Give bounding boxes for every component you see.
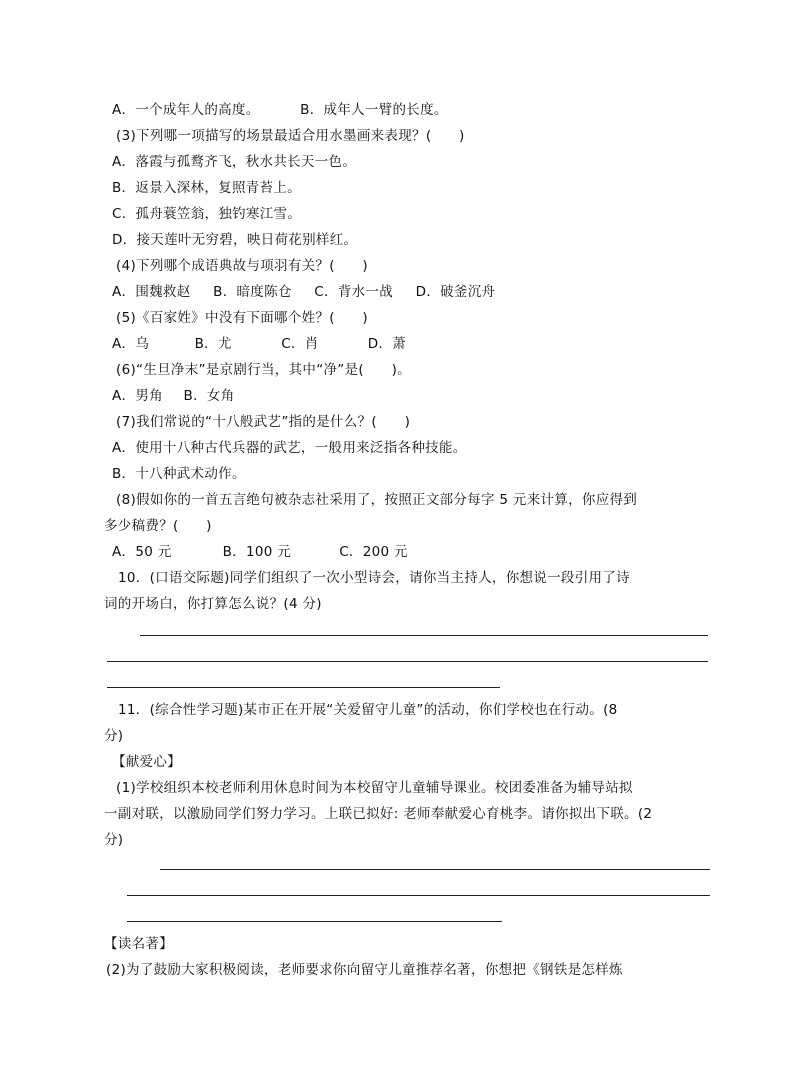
q3-option-a: A．落霞与孤鹜齐飞，秋水共长天一色。 (112, 154, 357, 170)
prev-question-options (112, 101, 448, 119)
q11-sub1-line1: (1)学校组织本校老师利用休息时间为本校留守儿童辅导课业。校团委准备为辅导站拟 (116, 780, 633, 796)
q11-line1: 11．(综合性学习题)某市正在开展“关爱留守儿童”的活动，你们学校也在行动。(8 (118, 702, 618, 718)
q5-option-d: D．萧 (367, 336, 407, 352)
q11-sub2-line1: (2)为了鼓励大家积极阅读，老师要求你向留守儿童推荐名著，你想把《钢铁是怎样炼 (106, 962, 623, 978)
q8-option-c: C．200 元 (339, 544, 408, 560)
q8-option-a: A．50 元 (112, 544, 172, 560)
q3-option-d: D．接天莲叶无穷碧，映日荷花别样红。 (112, 232, 358, 248)
section-title-donate-love: 【献爱心】 (112, 754, 181, 770)
q4-stem: (4)下列哪个成语典故与项羽有关？( ) (116, 258, 368, 274)
q4-option-b: B．暗度陈仓 (213, 284, 292, 300)
q4-option-c: C．背水一战 (314, 284, 394, 300)
q11-answer-line-3[interactable] (127, 921, 502, 922)
q11-answer-line-2[interactable] (127, 895, 710, 896)
q7-option-a: A．使用十八种古代兵器的武艺，一般用来泛指各种技能。 (112, 440, 467, 456)
q3-option-b: B．返景入深林，复照青苔上。 (112, 180, 301, 196)
q11-answer-line-1[interactable] (160, 869, 710, 870)
q4-option-d: D．破釜沉舟 (415, 284, 496, 300)
q5-options (112, 335, 406, 353)
q5-option-c: C．肖 (281, 336, 319, 352)
q10-line2: 词的开场白，你打算怎么说？(4 分) (104, 596, 322, 612)
q10-line1: 10．(口语交际题)同学们组织了一次小型诗会，请你当主持人，你想说一段引用了诗 (118, 570, 630, 586)
q6-stem: (6)“生旦净末”是京剧行当，其中“净”是( )。 (116, 362, 411, 378)
q5-option-b: B．尤 (194, 336, 232, 352)
q3-option-c: C．孤舟蓑笠翁，独钓寒江雪。 (112, 206, 302, 222)
q4-option-a: A．围魏救赵 (112, 284, 191, 300)
q4-options (112, 283, 495, 301)
q10-answer-line-3[interactable] (107, 687, 500, 688)
q6-option-b: B．女角 (183, 388, 235, 404)
q8-stem-line1: (8)假如你的一首五言绝句被杂志社采用了，按照正文部分每字 5 元来计算，你应得到 (116, 492, 638, 508)
q7-option-b: B．十八种武术动作。 (112, 466, 246, 482)
q6-options (112, 387, 235, 405)
q7-stem: (7)我们常说的“十八般武艺”指的是什么？( ) (116, 414, 411, 430)
option-a: A．一个成年人的高度。 (112, 102, 260, 118)
q6-option-a: A．男角 (112, 388, 163, 404)
section-title-read-classics: 【读名著】 (104, 936, 173, 952)
q8-options (112, 543, 408, 561)
q10-answer-line-2[interactable] (107, 661, 708, 662)
q8-stem-line2: 多少稿费？( ) (104, 518, 212, 534)
q11-line2: 分) (104, 728, 124, 744)
q5-option-a: A．乌 (112, 336, 150, 352)
q8-option-b: B．100 元 (222, 544, 292, 560)
q11-sub1-line2: 一副对联，以激励同学们努力学习。上联已拟好: 老师奉献爱心育桃李。请你拟出下联。(2 (104, 806, 653, 822)
option-b: B．成年人一臂的长度。 (300, 102, 448, 118)
q11-sub1-line3: 分) (104, 832, 124, 848)
q5-stem: (5)《百家姓》中没有下面哪个姓？( ) (116, 310, 368, 326)
q10-answer-line-1[interactable] (140, 635, 708, 636)
q3-stem: (3)下列哪一项描写的场景最适合用水墨画来表现？( ) (116, 128, 465, 144)
